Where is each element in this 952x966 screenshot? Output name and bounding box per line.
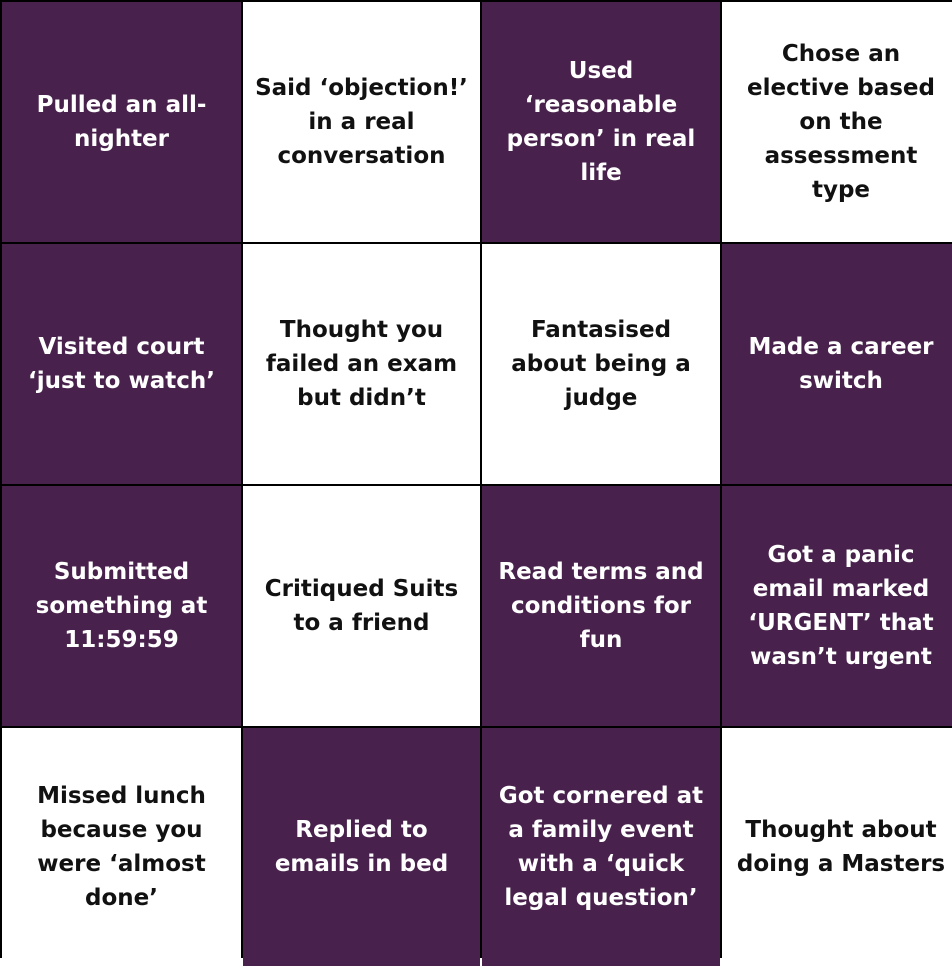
bingo-cell-all-nighter[interactable] <box>2 2 241 242</box>
bingo-cell-text: Thought about doing a Masters <box>736 817 946 877</box>
bingo-cell-reasonable-person[interactable] <box>482 2 720 242</box>
bingo-cell-submitted-late[interactable] <box>2 486 241 726</box>
bingo-cell-judge[interactable] <box>482 244 720 484</box>
bingo-cell-text: Made a career switch <box>748 334 934 394</box>
bingo-cell-text: Visited court ‘just to watch’ <box>28 334 215 394</box>
bingo-cell-text: Chose an elective based on the assessment type <box>747 41 935 203</box>
bingo-cell-objection[interactable] <box>243 2 480 242</box>
bingo-cell-text: Fantasised about being a judge <box>511 317 691 411</box>
bingo-cell-text: Pulled an all-nighter <box>36 92 207 152</box>
bingo-cell-emails-in-bed[interactable] <box>243 728 480 966</box>
bingo-cell-missed-lunch[interactable] <box>2 728 241 966</box>
bingo-cell-masters[interactable] <box>722 728 952 966</box>
bingo-cell-failed-exam[interactable] <box>243 244 480 484</box>
bingo-cell-text: Used ‘reasonable person’ in real life <box>506 58 696 186</box>
bingo-cell-text: Missed lunch because you were ‘almost done’ <box>37 783 206 911</box>
bingo-cell-visited-court[interactable] <box>2 244 241 484</box>
bingo-cell-text: Got cornered at a family event with a ‘quick legal question’ <box>498 783 704 911</box>
bingo-cell-text: Thought you failed an exam but didn’t <box>265 317 458 411</box>
bingo-cell-text: Critiqued Suits to a friend <box>264 576 459 636</box>
bingo-cell-terms-conditions[interactable] <box>482 486 720 726</box>
bingo-cell-text: Got a panic email marked ‘URGENT’ that wasn’t urgent <box>748 542 934 670</box>
bingo-cell-text: Said ‘objection!’ in a real conversation <box>255 75 468 169</box>
bingo-cell-critiqued-suits[interactable] <box>243 486 480 726</box>
bingo-cell-text: Submitted something at 11:59:59 <box>35 559 208 653</box>
bingo-cell-text: Replied to emails in bed <box>274 817 449 877</box>
bingo-cell-elective[interactable] <box>722 2 952 242</box>
bingo-cell-panic-email[interactable] <box>722 486 952 726</box>
bingo-cell-family-event[interactable] <box>482 728 720 966</box>
bingo-cell-career-switch[interactable] <box>722 244 952 484</box>
bingo-cell-text: Read terms and conditions for fun <box>498 559 704 653</box>
